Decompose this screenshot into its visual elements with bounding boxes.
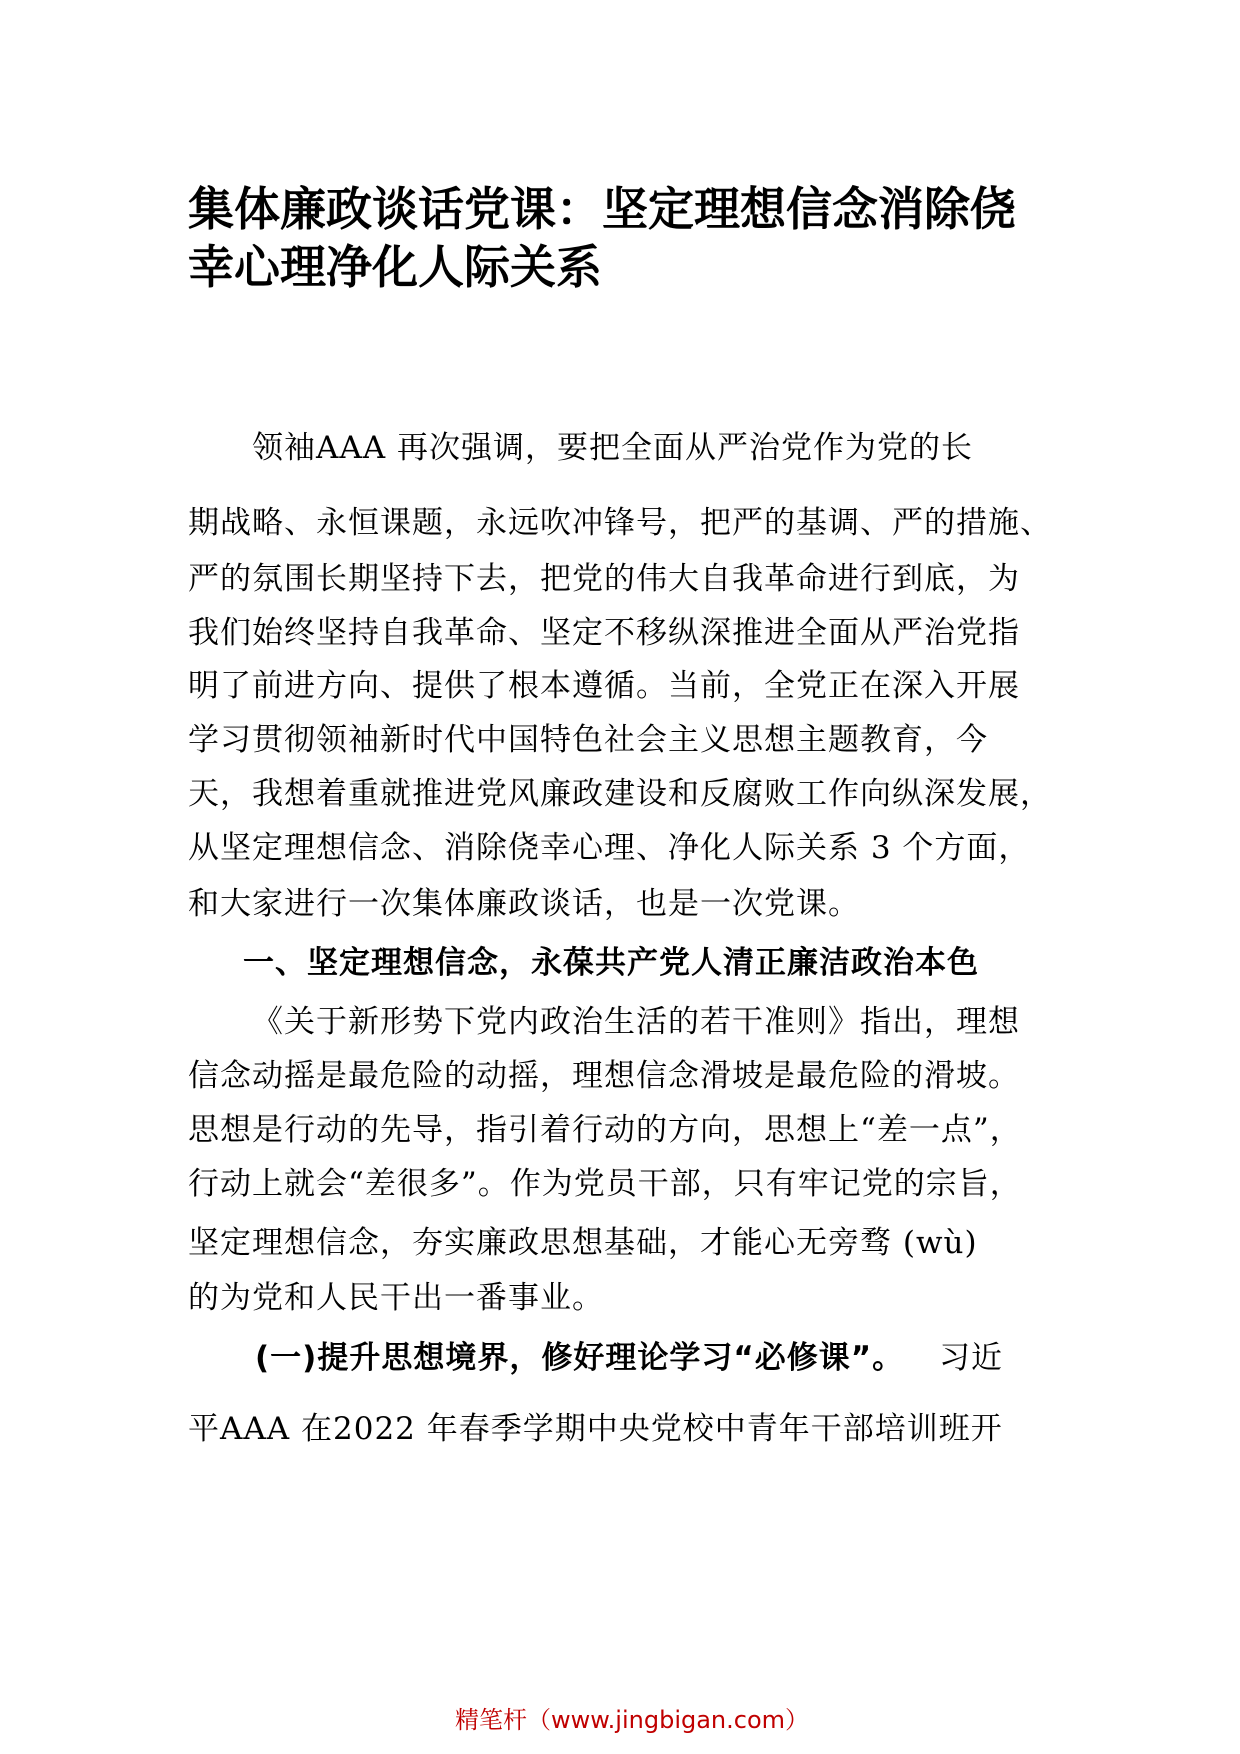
paragraph-line: 期战略、永恒课题，永远吹冲锋号，把严的基调、严的措施、 bbox=[188, 505, 1052, 541]
paragraph-line: 信念动摇是最危险的动摇，理想信念滑坡是最危险的滑坡。 bbox=[188, 1058, 1020, 1094]
document-title bbox=[188, 180, 1088, 296]
paragraph-line: 行动上就会“差很多”。作为党员干部，只有牢记党的宗旨， bbox=[188, 1166, 1022, 1202]
section-heading: 一、坚定理想信念，永葆共产党人清正廉洁政治本色 bbox=[243, 945, 979, 981]
paragraph-line: 我们始终坚持自我革命、坚定不移纵深推进全面从严治党指 bbox=[188, 615, 1020, 651]
paragraph-line: 天，我想着重就推进党风廉政建设和反腐败工作向纵深发展， bbox=[188, 776, 1052, 812]
subheading-line bbox=[255, 1332, 1003, 1377]
paragraph-line: 思想是行动的先导，指引着行动的方向，思想上“差一点”， bbox=[188, 1112, 1022, 1148]
paragraph-line: 明了前进方向、提供了根本遵循。当前，全党正在深入开展 bbox=[188, 668, 1020, 704]
title-line-2: 幸心理净化人际关系 bbox=[188, 240, 602, 294]
paragraph-line: 学习贯彻领袖新时代中国特色社会主义思想主题教育，今 bbox=[188, 722, 988, 758]
paragraph-line: 领袖AAA 再次强调，要把全面从严治党作为党的长 bbox=[252, 430, 974, 466]
subheading-bold: (一)提升思想境界，修好理论学习“必修课”。 bbox=[255, 1340, 905, 1376]
footer-watermark: 精笔杆（www.jingbigan.com） bbox=[455, 1706, 810, 1734]
paragraph-line: 从坚定理想信念、消除侥幸心理、净化人际关系 3 个方面， bbox=[188, 830, 1031, 866]
paragraph-line: 的为党和人民干出一番事业。 bbox=[188, 1280, 604, 1316]
paragraph-line: 坚定理想信念，夯实廉政思想基础，才能心无旁骛 (wù) bbox=[188, 1225, 978, 1261]
paragraph-line: 严的氛围长期坚持下去，把党的伟大自我革命进行到底，为 bbox=[188, 561, 1020, 597]
paragraph-line: 平AAA 在2022 年春季学期中央党校中青年干部培训班开 bbox=[188, 1411, 1003, 1447]
paragraph-line: 《关于新形势下党内政治生活的若干准则》指出，理想 bbox=[252, 1004, 1020, 1040]
subheading-rest: 习近 bbox=[938, 1340, 1003, 1376]
paragraph-line: 和大家进行一次集体廉政谈话，也是一次党课。 bbox=[188, 886, 860, 922]
title-line-1: 集体廉政谈话党课：坚定理想信念消除侥 bbox=[188, 182, 1016, 236]
